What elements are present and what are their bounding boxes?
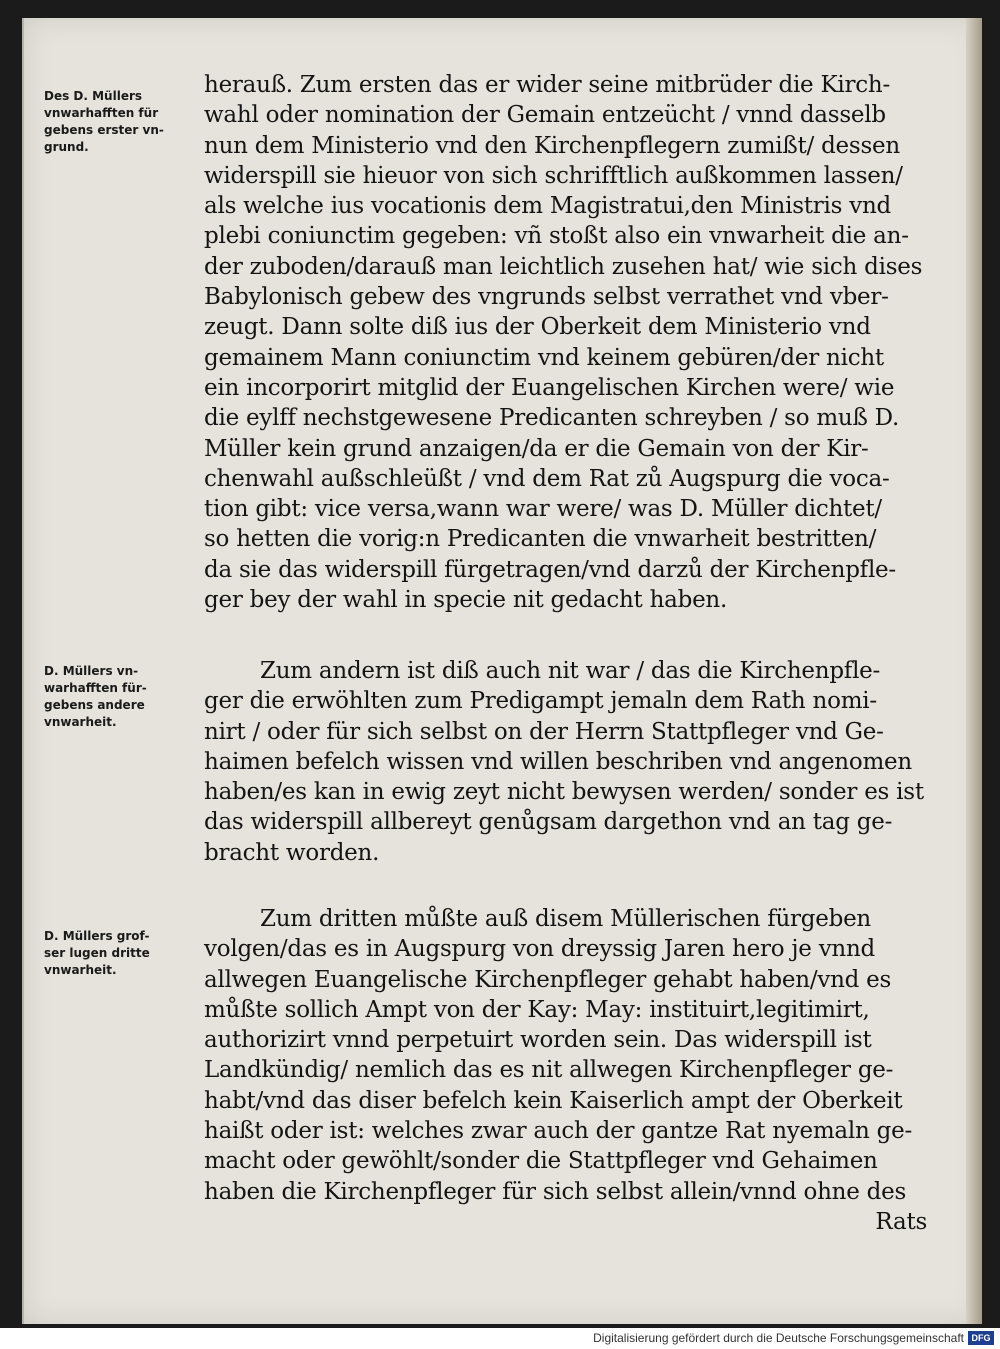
text-line: so hetten die vorig:n Predicanten die vnwarheit bestritten/ xyxy=(204,526,877,553)
text-line: plebi coniunctim gegeben: vñ stoßt also ein vnwarheit die an- xyxy=(204,223,909,250)
text-line: da sie das widerspill fürgetragen/vnd darzů der Kirchenpfle- xyxy=(204,556,896,583)
text-line: als welche ius vocationis dem Magistratui,den Ministris vnd xyxy=(204,193,891,220)
footer-bar xyxy=(0,1328,1000,1349)
text-line: bracht worden. xyxy=(204,839,380,866)
text-line: widerspill sie hieuor von sich schrifftlich außkommen lassen/ xyxy=(204,162,903,189)
text-line: tion gibt: vice versa,wann war were/ was D. Müller dichtet/ xyxy=(204,496,882,523)
text-line: haben die Kirchenpfleger für sich selbst allein/vnnd ohne des xyxy=(204,1178,907,1205)
margin-note-line: grund. xyxy=(44,140,89,154)
margin-note-line: vnwarhafften für xyxy=(44,106,159,120)
margin-note-line: vnwarheit. xyxy=(44,715,117,729)
margin-note-line: Des D. Müllers xyxy=(44,89,143,103)
text-line: můßte sollich Ampt von der Kay: May: instituirt,legitimirt, xyxy=(204,996,870,1023)
margin-note-line: warhafften für- xyxy=(44,681,147,695)
margin-note-3 xyxy=(44,928,204,979)
text-line: die eylff nechstgewesene Predicanten schreyben / so muß D. xyxy=(204,405,900,432)
catchword: Rats xyxy=(875,1208,927,1235)
page-edge xyxy=(966,18,982,1324)
text-line: haißt oder ist: welches zwar auch der gantze Rat nyemaln ge- xyxy=(204,1118,912,1145)
text-line: Müller kein grund anzaigen/da er die Gemain von der Kir- xyxy=(204,435,869,462)
paragraph-3 xyxy=(204,904,939,1237)
text-line: Landkündig/ nemlich das es nit allwegen Kirchenpfleger ge- xyxy=(204,1057,894,1084)
text-line: haben/es kan in ewig zeyt nicht bewysen werden/ sonder es ist xyxy=(204,779,924,806)
margin-note-line: gebens andere xyxy=(44,698,145,712)
text-line: zeugt. Dann solte diß ius der Oberkeit dem Ministerio vnd xyxy=(204,314,871,341)
text-line: ein incorporirt mitglid der Euangelischen Kirchen were/ wie xyxy=(204,374,895,401)
margin-note-2 xyxy=(44,663,204,731)
margin-note-line: D. Müllers grof- xyxy=(44,929,150,943)
text-line: ger die erwöhlten zum Predigampt jemaln dem Rath nomi- xyxy=(204,688,877,715)
margin-note-line: gebens erster vn- xyxy=(44,123,164,137)
margin-note-line: ser lugen dritte xyxy=(44,946,150,960)
text-line: ger bey der wahl in specie nit gedacht haben. xyxy=(204,587,728,614)
text-line: macht oder gewöhlt/sonder die Stattpfleger vnd Gehaimen xyxy=(204,1148,878,1175)
paragraph-1 xyxy=(204,70,939,615)
text-line: nirt / oder für sich selbst on der Herrn Stattpfleger vnd Ge- xyxy=(204,718,884,745)
dfg-logo-icon: DFG xyxy=(968,1331,994,1345)
text-line: herauß. Zum ersten das er wider seine mitbrüder die Kirch- xyxy=(204,72,890,98)
text-line: Zum dritten můßte auß disem Müllerischen fürgeben xyxy=(260,906,871,932)
text-line: das widerspill allbereyt genůgsam dargethon vnd an tag ge- xyxy=(204,809,893,836)
text-line: allwegen Euangelische Kirchenpfleger gehabt haben/vnd es xyxy=(204,966,892,993)
text-line: wahl oder nomination der Gemain entzeücht / vnnd dasselb xyxy=(204,102,886,129)
text-line: gemainem Mann coniunctim vnd keinem gebüren/der nicht xyxy=(204,344,884,371)
text-line: nun dem Ministerio vnd den Kirchenpflegern zumißt/ dessen xyxy=(204,132,900,159)
margin-note-1 xyxy=(44,88,204,156)
funding-notice: Digitalisierung gefördert durch die Deutsche Forschungsgemeinschaft xyxy=(593,1331,964,1345)
text-line: der zuboden/darauß man leichtlich zusehen hat/ wie sich dises xyxy=(204,253,923,280)
margin-note-line: D. Müllers vn- xyxy=(44,664,139,678)
text-line: chenwahl außschleüßt / vnd dem Rat zů Augspurg die voca- xyxy=(204,465,890,492)
margin-note-line: vnwarheit. xyxy=(44,963,117,977)
book-page xyxy=(22,18,982,1324)
text-line: Zum andern ist diß auch nit war / das die Kirchenpfle- xyxy=(260,658,881,684)
text-line: haimen befelch wissen vnd willen beschriben vnd angenomen xyxy=(204,748,912,775)
text-line: volgen/das es in Augspurg von dreyssig Jaren hero je vnnd xyxy=(204,936,876,963)
text-line: authorizirt vnnd perpetuirt worden sein. Das widerspill ist xyxy=(204,1027,872,1054)
text-line: habt/vnd das diser befelch kein Kaiserlich ampt der Oberkeit xyxy=(204,1087,903,1114)
text-line: Babylonisch gebew des vngrunds selbst verrathet vnd vber- xyxy=(204,284,889,311)
paragraph-2 xyxy=(204,656,939,868)
